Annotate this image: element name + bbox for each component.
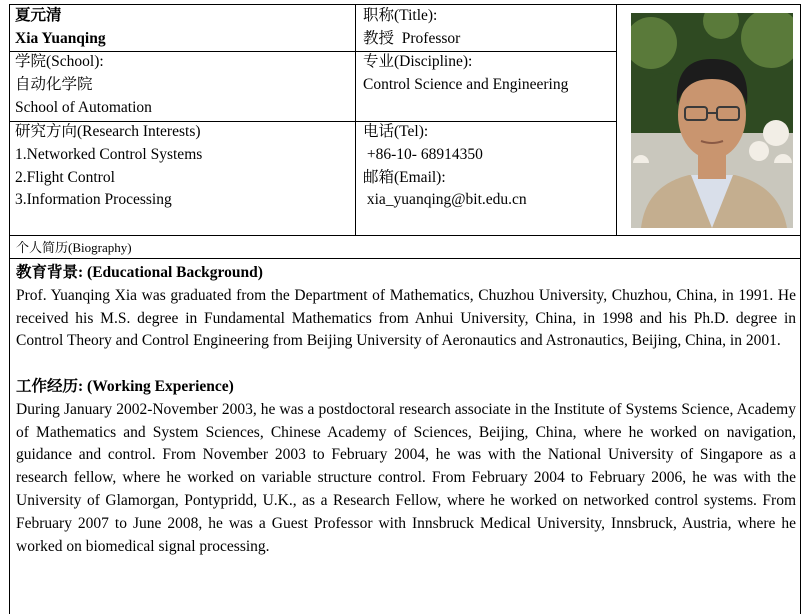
table-rule-4 [9,258,801,259]
title-value: 教授 Professor [363,29,461,47]
tel-value: +86-10- 68914350 [363,145,483,163]
research-label: 研究方向(Research Interests) [15,123,201,140]
photo-flower [763,120,789,146]
title-cell [363,5,460,51]
name-cn: 夏元清 [15,7,62,24]
discipline-value: Control Science and Engineering [363,75,569,93]
school-en: School of Automation [15,98,152,116]
email-link[interactable]: xia_yuanqing@bit.edu.cn [363,191,527,209]
name-cell [15,5,106,51]
education-text: Prof. Yuanqing Xia was graduated from the Department of Mathematics, Chuzhou University, Chuzhou, China, in 1991. He received his M.S. degree in Fundamental Mathematics from Anhui University, China, in 1998 and his Ph.D. degree in Control Theory and Control Engineering from Beijing University of Aeronautics and Astronautics, Beijing, China, in 2001. [16,286,796,350]
biography-body [16,262,796,558]
biography-label: 个人简历(Biography) [16,240,132,255]
section-spacer [16,353,796,376]
school-label: 学院(School): [15,53,104,70]
portrait-photo [631,13,793,228]
discipline-cell [363,51,568,97]
research-item: 2.Flight Control [15,168,115,186]
photo-flower [749,141,769,161]
table-rule-3 [9,235,801,236]
research-item: 3.Information Processing [15,191,172,209]
email-label: 邮箱(Email): [363,168,446,186]
table-divider-middle [355,4,356,235]
table-border-right [800,4,801,614]
school-cn: 自动化学院 [15,75,93,93]
table-border-left [9,4,10,614]
tel-label: 电话(Tel): [363,123,429,140]
profile-table [9,4,801,614]
work-heading: 工作经历: (Working Experience) [16,377,234,395]
table-divider-photo [616,4,617,235]
title-label: 职称(Title): [363,7,438,24]
education-heading: 教育背景: (Educational Background) [16,264,263,281]
discipline-label: 专业(Discipline): [363,53,473,70]
work-text: During January 2002-November 2003, he was a postdoctoral research associate in the Institute of Systems Science, Academy of Mathematics and System Sciences, Chinese Academy of Sciences, Beijing, China, where he worked on navigation, guidance and control. From November 2003 to February 2004, he was with the National University of Singapore as a research fellow, where he worked on variable structure control. From February 2004 to February 2006, he was with the University of Glamorgan, Pontypridd, U.K., as a Research Fellow, where he worked on networked control systems. From February 2007 to June 2008, he was a Guest Professor with Innsbruck Medical University, Innsbruck, Austria, where he worked on biomedical signal processing. [16,400,796,555]
school-cell [15,51,152,119]
research-item: 1.Networked Control Systems [15,145,203,163]
contact-cell [363,121,527,212]
name-en: Xia Yuanqing [15,29,106,47]
portrait-image [631,13,793,228]
research-cell [15,121,202,212]
